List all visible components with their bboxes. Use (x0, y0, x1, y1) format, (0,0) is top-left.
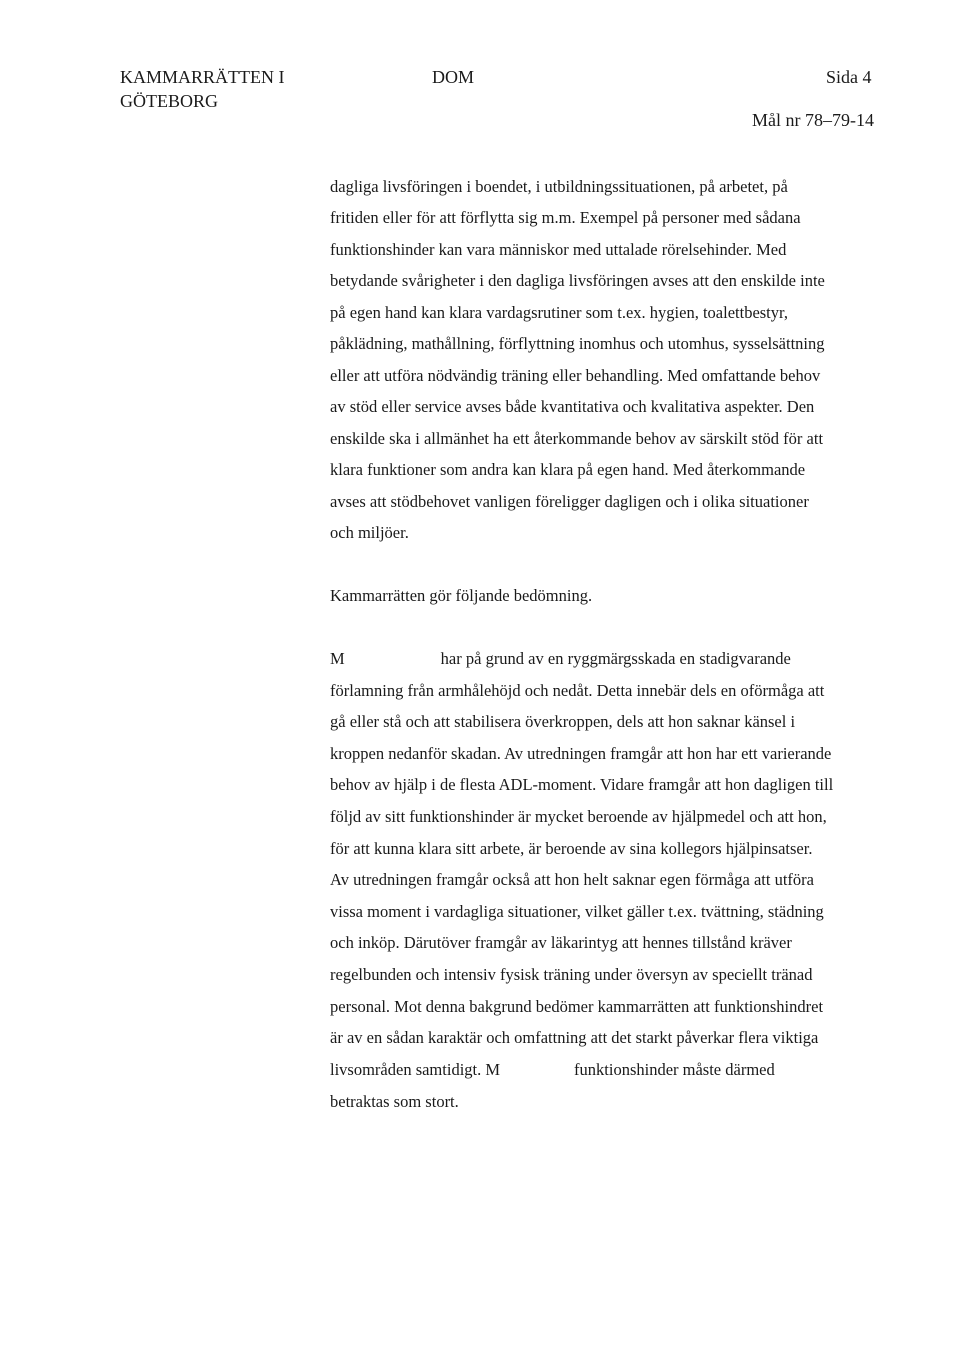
paragraph-line (330, 1059, 775, 1081)
paragraph-line: betraktas som stort. (330, 1092, 459, 1111)
page-number: Sida 4 (826, 67, 872, 87)
paragraph-line: vissa moment i vardagliga situationer, vilket gäller t.ex. tvättning, städning (330, 902, 824, 921)
paragraph-line: på egen hand kan klara vardagsrutiner som t.ex. hygien, toalettbestyr, (330, 303, 788, 322)
redacted-name: M (330, 649, 345, 668)
paragraph-text: har på grund av en ryggmärgsskada en stadigvarande (440, 649, 791, 668)
paragraph-line: Av utredningen framgår också att hon helt saknar egen förmåga att utföra (330, 870, 814, 889)
case-number: Mål nr 78–79-14 (752, 110, 874, 130)
paragraph-line: avses att stödbehovet vanligen föreligger dagligen och i olika situationer (330, 492, 809, 511)
paragraph-line: regelbunden och intensiv fysisk träning under översyn av speciellt tränad (330, 965, 813, 984)
paragraph-line (330, 648, 791, 670)
paragraph-line: påklädning, mathållning, förflyttning inomhus och utomhus, sysselsättning (330, 334, 825, 353)
paragraph-line: och miljöer. (330, 523, 409, 542)
paragraph-line: betydande svårigheter i den dagliga livsföringen avses att den enskilde inte (330, 271, 825, 290)
paragraph-line: funktionshinder kan vara människor med uttalade rörelsehinder. Med (330, 240, 787, 259)
document-type: DOM (432, 67, 475, 87)
paragraph-line: dagliga livsföringen i boendet, i utbildningssituationen, på arbetet, på (330, 177, 788, 196)
paragraph-line: följd av sitt funktionshinder är mycket beroende av hjälpmedel och att hon, (330, 807, 827, 826)
paragraph-line: behov av hjälp i de flesta ADL-moment. Vidare framgår att hon dagligen till (330, 775, 834, 794)
paragraph-line: gå eller stå och att stabilisera överkroppen, dels att hon saknar känsel i (330, 712, 796, 731)
paragraph-line: och inköp. Därutöver framgår av läkarintyg att hennes tillstånd kräver (330, 933, 792, 952)
paragraph-line: är av en sådan karaktär och omfattning att det starkt påverkar flera viktiga (330, 1028, 819, 1047)
paragraph-line: enskilde ska i allmänhet ha ett återkommande behov av särskilt stöd för att (330, 429, 824, 448)
court-name-line2: GÖTEBORG (120, 91, 218, 111)
paragraph-line: fritiden eller för att förflytta sig m.m. Exempel på personer med sådana (330, 208, 801, 227)
paragraph-text: funktionshinder måste därmed (574, 1060, 775, 1079)
paragraph-line: personal. Mot denna bakgrund bedömer kammarrätten att funktionshindret (330, 997, 824, 1016)
paragraph-line: av stöd eller service avses både kvantitativa och kvalitativa aspekter. Den (330, 397, 815, 416)
court-name-line1: KAMMARRÄTTEN I (120, 67, 285, 87)
assessment-heading: Kammarrätten gör följande bedömning. (330, 586, 593, 605)
paragraph-line: eller att utföra nödvändig träning eller behandling. Med omfattande behov (330, 366, 821, 385)
paragraph-line: förlamning från armhålehöjd och nedåt. Detta innebär dels en oförmåga att (330, 681, 825, 700)
paragraph-text: livsområden samtidigt. M (330, 1060, 501, 1079)
paragraph-line: kroppen nedanför skadan. Av utredningen framgår att hon har ett varierande (330, 744, 832, 763)
paragraph-line: för att kunna klara sitt arbete, är beroende av sina kollegors hjälpinsatser. (330, 839, 813, 858)
paragraph-line: klara funktioner som andra kan klara på egen hand. Med återkommande (330, 460, 806, 479)
